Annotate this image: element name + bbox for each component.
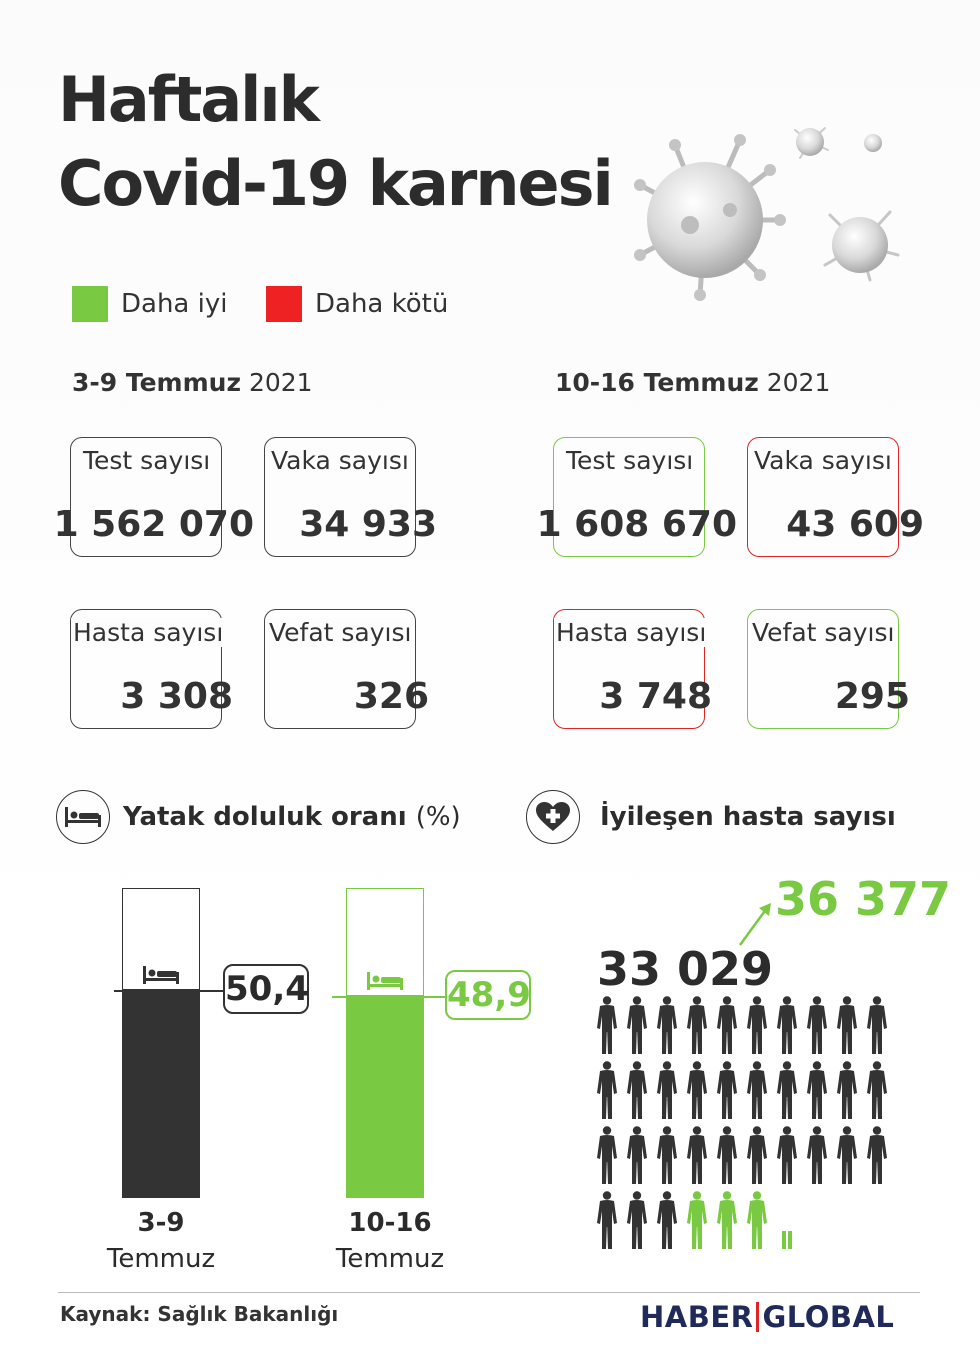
person-icon	[837, 1061, 857, 1119]
person-icon	[867, 996, 887, 1054]
person-added-icon	[717, 1191, 737, 1249]
virus-medium-icon	[825, 212, 898, 280]
footer-divider	[58, 1292, 920, 1293]
person-icon	[747, 1126, 767, 1184]
occupancy-leader-line-2	[332, 996, 447, 998]
title-line-2: Covid-19 karnesi	[58, 147, 612, 220]
bed-icon	[364, 970, 406, 992]
occupancy-bar-1	[123, 989, 199, 1197]
card-value: 295	[834, 676, 910, 717]
person-icon	[657, 1191, 677, 1249]
occupancy-bar-frame-2	[346, 888, 424, 1198]
brand-logo: HABER GLOBAL	[640, 1300, 895, 1334]
card-week1-vefat	[264, 609, 429, 729]
person-icon	[627, 1126, 647, 1184]
person-icon	[687, 1061, 707, 1119]
person-icon	[717, 1126, 737, 1184]
occupancy-title: Yatak doluluk oranı (%)	[123, 802, 461, 832]
card-value: 3 748	[599, 676, 712, 717]
person-icon	[807, 1126, 827, 1184]
person-icon	[807, 1061, 827, 1119]
card-week1-test	[53, 437, 254, 557]
person-icon	[657, 1061, 677, 1119]
title-line-1: Haftalık	[58, 63, 318, 136]
legend-worse-label: Daha kötü	[315, 289, 449, 319]
occupancy-bar-frame-1	[122, 888, 200, 1198]
bed-icon	[140, 964, 182, 986]
person-icon	[867, 1126, 887, 1184]
card-label: Hasta sayısı	[556, 618, 707, 647]
card-value: 1 562 070	[53, 504, 254, 545]
card-week2-test	[536, 437, 737, 557]
legend-better-swatch	[72, 286, 108, 322]
virus-small-icon	[795, 128, 882, 158]
increase-arrow-icon	[735, 900, 775, 950]
card-label: Vaka sayısı	[754, 446, 892, 475]
legend-better-label: Daha iyi	[121, 289, 228, 319]
card-value: 34 933	[299, 504, 437, 545]
card-label: Vaka sayısı	[271, 446, 409, 475]
person-icon	[627, 1061, 647, 1119]
period-week-2: 10-16 Temmuz 2021	[555, 368, 831, 397]
card-label: Vefat sayısı	[269, 618, 412, 647]
recovered-title: İyileşen hasta sayısı	[600, 802, 896, 832]
card-week1-hasta	[70, 609, 233, 729]
person-icon	[867, 1061, 887, 1119]
card-week2-vefat	[747, 609, 910, 729]
person-icon	[777, 1061, 797, 1119]
occupancy-bar-label-2: 10-16 Temmuz	[335, 1208, 445, 1274]
person-icon	[687, 996, 707, 1054]
person-icon	[717, 996, 737, 1054]
occupancy-leader-line-1	[114, 990, 224, 992]
person-icon	[627, 1191, 647, 1249]
card-value: 1 608 670	[536, 504, 737, 545]
recovered-before: 33 029	[597, 942, 774, 996]
person-icon	[807, 996, 827, 1054]
person-added-icon	[747, 1191, 767, 1249]
person-added-icon	[687, 1191, 707, 1249]
page-title	[58, 58, 612, 226]
card-value: 326	[353, 676, 429, 717]
bed-icon	[56, 790, 110, 844]
card-value: 43 609	[786, 504, 924, 545]
person-partial-icon	[782, 1231, 792, 1249]
occupancy-value-2: 48,9	[445, 970, 531, 1020]
virus-large-icon	[634, 134, 786, 301]
person-icon	[837, 996, 857, 1054]
person-icon	[837, 1126, 857, 1184]
person-icon	[687, 1126, 707, 1184]
person-icon	[747, 1061, 767, 1119]
person-icon	[657, 1126, 677, 1184]
legend-worse-swatch	[266, 286, 302, 322]
person-icon	[777, 1126, 797, 1184]
occupancy-value-1: 50,4	[223, 964, 309, 1014]
card-label: Test sayısı	[83, 446, 211, 475]
card-label: Test sayısı	[566, 446, 694, 475]
person-icon	[657, 996, 677, 1054]
person-icon	[717, 1061, 737, 1119]
occupancy-bar-2	[347, 995, 423, 1197]
person-icon	[597, 1126, 617, 1184]
person-icon	[747, 996, 767, 1054]
person-icon	[627, 996, 647, 1054]
recovered-after: 36 377	[775, 872, 952, 926]
people-grid	[596, 996, 906, 1261]
person-icon	[597, 996, 617, 1054]
occupancy-bar-label-1: 3-9 Temmuz	[106, 1208, 216, 1274]
card-week2-vaka	[747, 437, 924, 557]
card-week1-vaka	[264, 437, 437, 557]
person-icon	[597, 1061, 617, 1119]
card-label: Hasta sayısı	[73, 618, 224, 647]
person-icon	[597, 1191, 617, 1249]
source-text: Kaynak: Sağlık Bakanlığı	[60, 1302, 339, 1326]
card-value: 3 308	[120, 676, 233, 717]
card-label: Vefat sayısı	[752, 618, 895, 647]
card-week2-hasta	[553, 609, 712, 729]
period-week-1: 3-9 Temmuz 2021	[72, 368, 313, 397]
heart-plus-icon	[526, 790, 580, 844]
virus-illustration	[620, 120, 920, 310]
person-icon	[777, 996, 797, 1054]
